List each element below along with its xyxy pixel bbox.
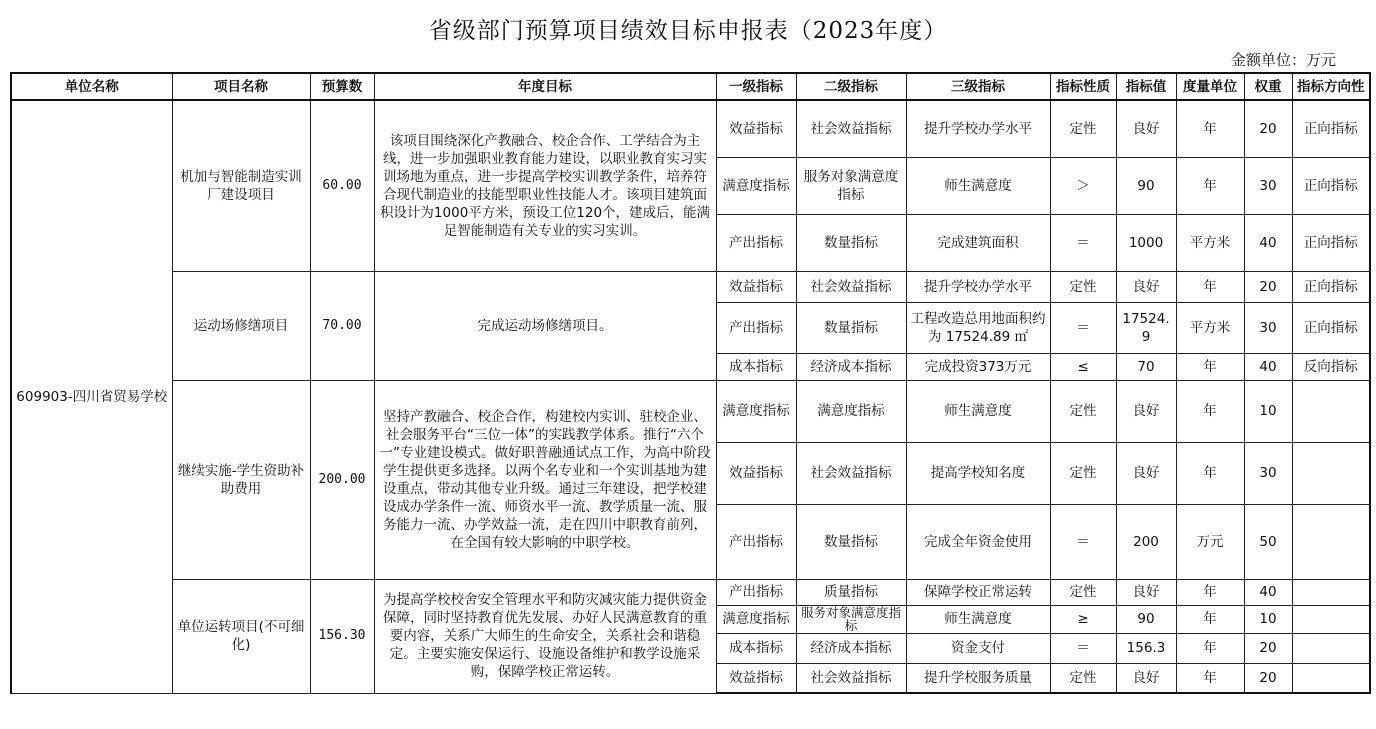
- value-cell: 良好: [1116, 380, 1176, 442]
- value-cell: 156.3: [1116, 633, 1176, 663]
- nature-cell: 定性: [1050, 100, 1116, 157]
- header-level1: 一级指标: [716, 73, 796, 100]
- level3-cell: 完成全年资金使用: [906, 504, 1050, 579]
- level2-cell: 社会效益指标: [796, 271, 906, 302]
- amount-unit-note: 金额单位：万元: [1230, 51, 1336, 69]
- nature-cell: 定性: [1050, 663, 1116, 693]
- level1-cell: 成本指标: [716, 353, 796, 380]
- level2-cell: 社会效益指标: [796, 100, 906, 157]
- value-cell: 良好: [1116, 579, 1176, 605]
- measure-unit-cell: 万元: [1176, 504, 1244, 579]
- header-unit-name: 单位名称: [11, 73, 172, 100]
- level1-cell: 满意度指标: [716, 157, 796, 214]
- measure-unit-cell: 平方米: [1176, 214, 1244, 271]
- header-annual-goal: 年度目标: [374, 73, 716, 100]
- weight-cell: 30: [1244, 302, 1292, 353]
- level1-cell: 产出指标: [716, 504, 796, 579]
- level1-cell: 产出指标: [716, 579, 796, 605]
- measure-unit-cell: 年: [1176, 271, 1244, 302]
- unit-name-cell: 609903-四川省贸易学校: [11, 100, 172, 693]
- direction-cell: 正向指标: [1292, 157, 1370, 214]
- direction-cell: [1292, 605, 1370, 633]
- value-cell: 良好: [1116, 100, 1176, 157]
- measure-unit-cell: 年: [1176, 579, 1244, 605]
- table-row: [11, 579, 1370, 605]
- table-row: [11, 100, 1370, 157]
- direction-cell: 正向指标: [1292, 302, 1370, 353]
- header-level2: 二级指标: [796, 73, 906, 100]
- level2-cell: 经济成本指标: [796, 353, 906, 380]
- level2-cell: 服务对象满意度指标: [796, 605, 906, 633]
- project-name-cell: 继续实施-学生资助补助费用: [172, 380, 310, 579]
- nature-cell: 定性: [1050, 579, 1116, 605]
- level3-cell: 师生满意度: [906, 380, 1050, 442]
- value-cell: 200: [1116, 504, 1176, 579]
- level1-cell: 满意度指标: [716, 605, 796, 633]
- annual-goal-cell: 为提高学校校舍安全管理水平和防灾减灾能力提供资金保障，同时坚持教育优先发展、办好人民满意教育的重要内容，关系广大师生的生命安全，关系社会和谐稳定。主要实施安保运行、设施设备维护和教学设施采购，保障学校正常运转。: [374, 579, 716, 693]
- direction-cell: [1292, 442, 1370, 504]
- level3-cell: 完成投资373万元: [906, 353, 1050, 380]
- level3-cell: 保障学校正常运转: [906, 579, 1050, 605]
- measure-unit-cell: 年: [1176, 633, 1244, 663]
- direction-cell: 反向指标: [1292, 353, 1370, 380]
- level1-cell: 产出指标: [716, 214, 796, 271]
- direction-cell: 正向指标: [1292, 100, 1370, 157]
- direction-cell: [1292, 663, 1370, 693]
- direction-cell: [1292, 579, 1370, 605]
- level3-cell: 资金支付: [906, 633, 1050, 663]
- performance-target-table: [10, 72, 1371, 694]
- budget-cell: 60.00: [310, 100, 374, 271]
- weight-cell: 30: [1244, 442, 1292, 504]
- value-cell: 90: [1116, 605, 1176, 633]
- header-measure-unit: 度量单位: [1176, 73, 1244, 100]
- direction-cell: [1292, 380, 1370, 442]
- level3-cell: 完成建筑面积: [906, 214, 1050, 271]
- weight-cell: 40: [1244, 353, 1292, 380]
- annual-goal-cell: 完成运动场修缮项目。: [374, 271, 716, 380]
- page-title: 省级部门预算项目绩效目标申报表（2023年度）: [428, 18, 948, 44]
- weight-cell: 30: [1244, 157, 1292, 214]
- header-value: 指标值: [1116, 73, 1176, 100]
- level1-cell: 产出指标: [716, 302, 796, 353]
- annual-goal-cell: 该项目围绕深化产教融合、校企合作、工学结合为主线，进一步加强职业教育能力建设，以职业教育实习实训场地为重点，进一步提高学校实训教学条件，培养符合现代制造业的技能型职业性技能人才。该项目建筑面积设计为1000平方米，预设工位120个，建成后，能满足智能制造有关专业的实习实训。: [374, 100, 716, 271]
- nature-cell: ＝: [1050, 504, 1116, 579]
- level3-cell: 提升学校办学水平: [906, 100, 1050, 157]
- direction-cell: [1292, 633, 1370, 663]
- weight-cell: 20: [1244, 100, 1292, 157]
- measure-unit-cell: 年: [1176, 442, 1244, 504]
- nature-cell: 定性: [1050, 271, 1116, 302]
- nature-cell: ＞: [1050, 157, 1116, 214]
- weight-cell: 10: [1244, 605, 1292, 633]
- measure-unit-cell: 平方米: [1176, 302, 1244, 353]
- header-budget: 预算数: [310, 73, 374, 100]
- value-cell: 1000: [1116, 214, 1176, 271]
- level2-cell: 数量指标: [796, 214, 906, 271]
- level1-cell: 满意度指标: [716, 380, 796, 442]
- measure-unit-cell: 年: [1176, 157, 1244, 214]
- level3-cell: 提高学校知名度: [906, 442, 1050, 504]
- measure-unit-cell: 年: [1176, 353, 1244, 380]
- level2-cell: 满意度指标: [796, 380, 906, 442]
- nature-cell: ＝: [1050, 214, 1116, 271]
- level3-cell: 师生满意度: [906, 605, 1050, 633]
- measure-unit-cell: 年: [1176, 663, 1244, 693]
- measure-unit-cell: 年: [1176, 380, 1244, 442]
- nature-cell: ≤: [1050, 353, 1116, 380]
- weight-cell: 20: [1244, 271, 1292, 302]
- level1-cell: 效益指标: [716, 100, 796, 157]
- direction-cell: 正向指标: [1292, 271, 1370, 302]
- weight-cell: 10: [1244, 380, 1292, 442]
- level2-cell: 服务对象满意度指标: [796, 157, 906, 214]
- value-cell: 良好: [1116, 663, 1176, 693]
- level3-cell: 提升学校办学水平: [906, 271, 1050, 302]
- nature-cell: ＝: [1050, 302, 1116, 353]
- header-level3: 三级指标: [906, 73, 1050, 100]
- value-cell: 17524.9: [1116, 302, 1176, 353]
- project-name-cell: 机加与智能制造实训厂建设项目: [172, 100, 310, 271]
- budget-cell: 156.30: [310, 579, 374, 693]
- header-direction: 指标方向性: [1292, 73, 1370, 100]
- measure-unit-cell: 年: [1176, 605, 1244, 633]
- header-project-name: 项目名称: [172, 73, 310, 100]
- nature-cell: ＝: [1050, 633, 1116, 663]
- annual-goal-cell: 坚持产教融合、校企合作，构建校内实训、驻校企业、社会服务平台“三位一体”的实践教学体系。推行“六个一”专业建设模式。做好职普融通试点工作，为高中阶段学生提供更多选择。以两个名专业和一个实训基地为建设重点，带动其他专业升级。通过三年建设，把学校建设成办学条件一流、师资水平一流、教学质量一流、服务能力一流、办学效益一流，走在四川中职教育前列，在全国有较大影响的中职学校。: [374, 380, 716, 579]
- level2-cell: 质量指标: [796, 579, 906, 605]
- level3-cell: 师生满意度: [906, 157, 1050, 214]
- level3-cell: 提升学校服务质量: [906, 663, 1050, 693]
- measure-unit-cell: 年: [1176, 100, 1244, 157]
- value-cell: 良好: [1116, 442, 1176, 504]
- direction-cell: [1292, 504, 1370, 579]
- header-weight: 权重: [1244, 73, 1292, 100]
- weight-cell: 50: [1244, 504, 1292, 579]
- level2-cell: 社会效益指标: [796, 663, 906, 693]
- value-cell: 90: [1116, 157, 1176, 214]
- level3-cell: 工程改造总用地面积约为 17524.89 ㎡: [906, 302, 1050, 353]
- value-cell: 良好: [1116, 271, 1176, 302]
- nature-cell: ≥: [1050, 605, 1116, 633]
- budget-cell: 200.00: [310, 380, 374, 579]
- nature-cell: 定性: [1050, 380, 1116, 442]
- weight-cell: 40: [1244, 214, 1292, 271]
- level2-cell: 数量指标: [796, 302, 906, 353]
- level2-cell: 数量指标: [796, 504, 906, 579]
- project-name-cell: 运动场修缮项目: [172, 271, 310, 380]
- header-nature: 指标性质: [1050, 73, 1116, 100]
- level1-cell: 效益指标: [716, 271, 796, 302]
- table-row: [11, 271, 1370, 302]
- nature-cell: 定性: [1050, 442, 1116, 504]
- budget-cell: 70.00: [310, 271, 374, 380]
- weight-cell: 20: [1244, 663, 1292, 693]
- project-name-cell: 单位运转项目(不可细化): [172, 579, 310, 693]
- level2-cell: 经济成本指标: [796, 633, 906, 663]
- level1-cell: 效益指标: [716, 442, 796, 504]
- weight-cell: 20: [1244, 633, 1292, 663]
- level2-cell: 社会效益指标: [796, 442, 906, 504]
- table-row: [11, 380, 1370, 442]
- weight-cell: 40: [1244, 579, 1292, 605]
- level1-cell: 成本指标: [716, 633, 796, 663]
- level1-cell: 效益指标: [716, 663, 796, 693]
- header-row: [11, 73, 1370, 100]
- value-cell: 70: [1116, 353, 1176, 380]
- direction-cell: 正向指标: [1292, 214, 1370, 271]
